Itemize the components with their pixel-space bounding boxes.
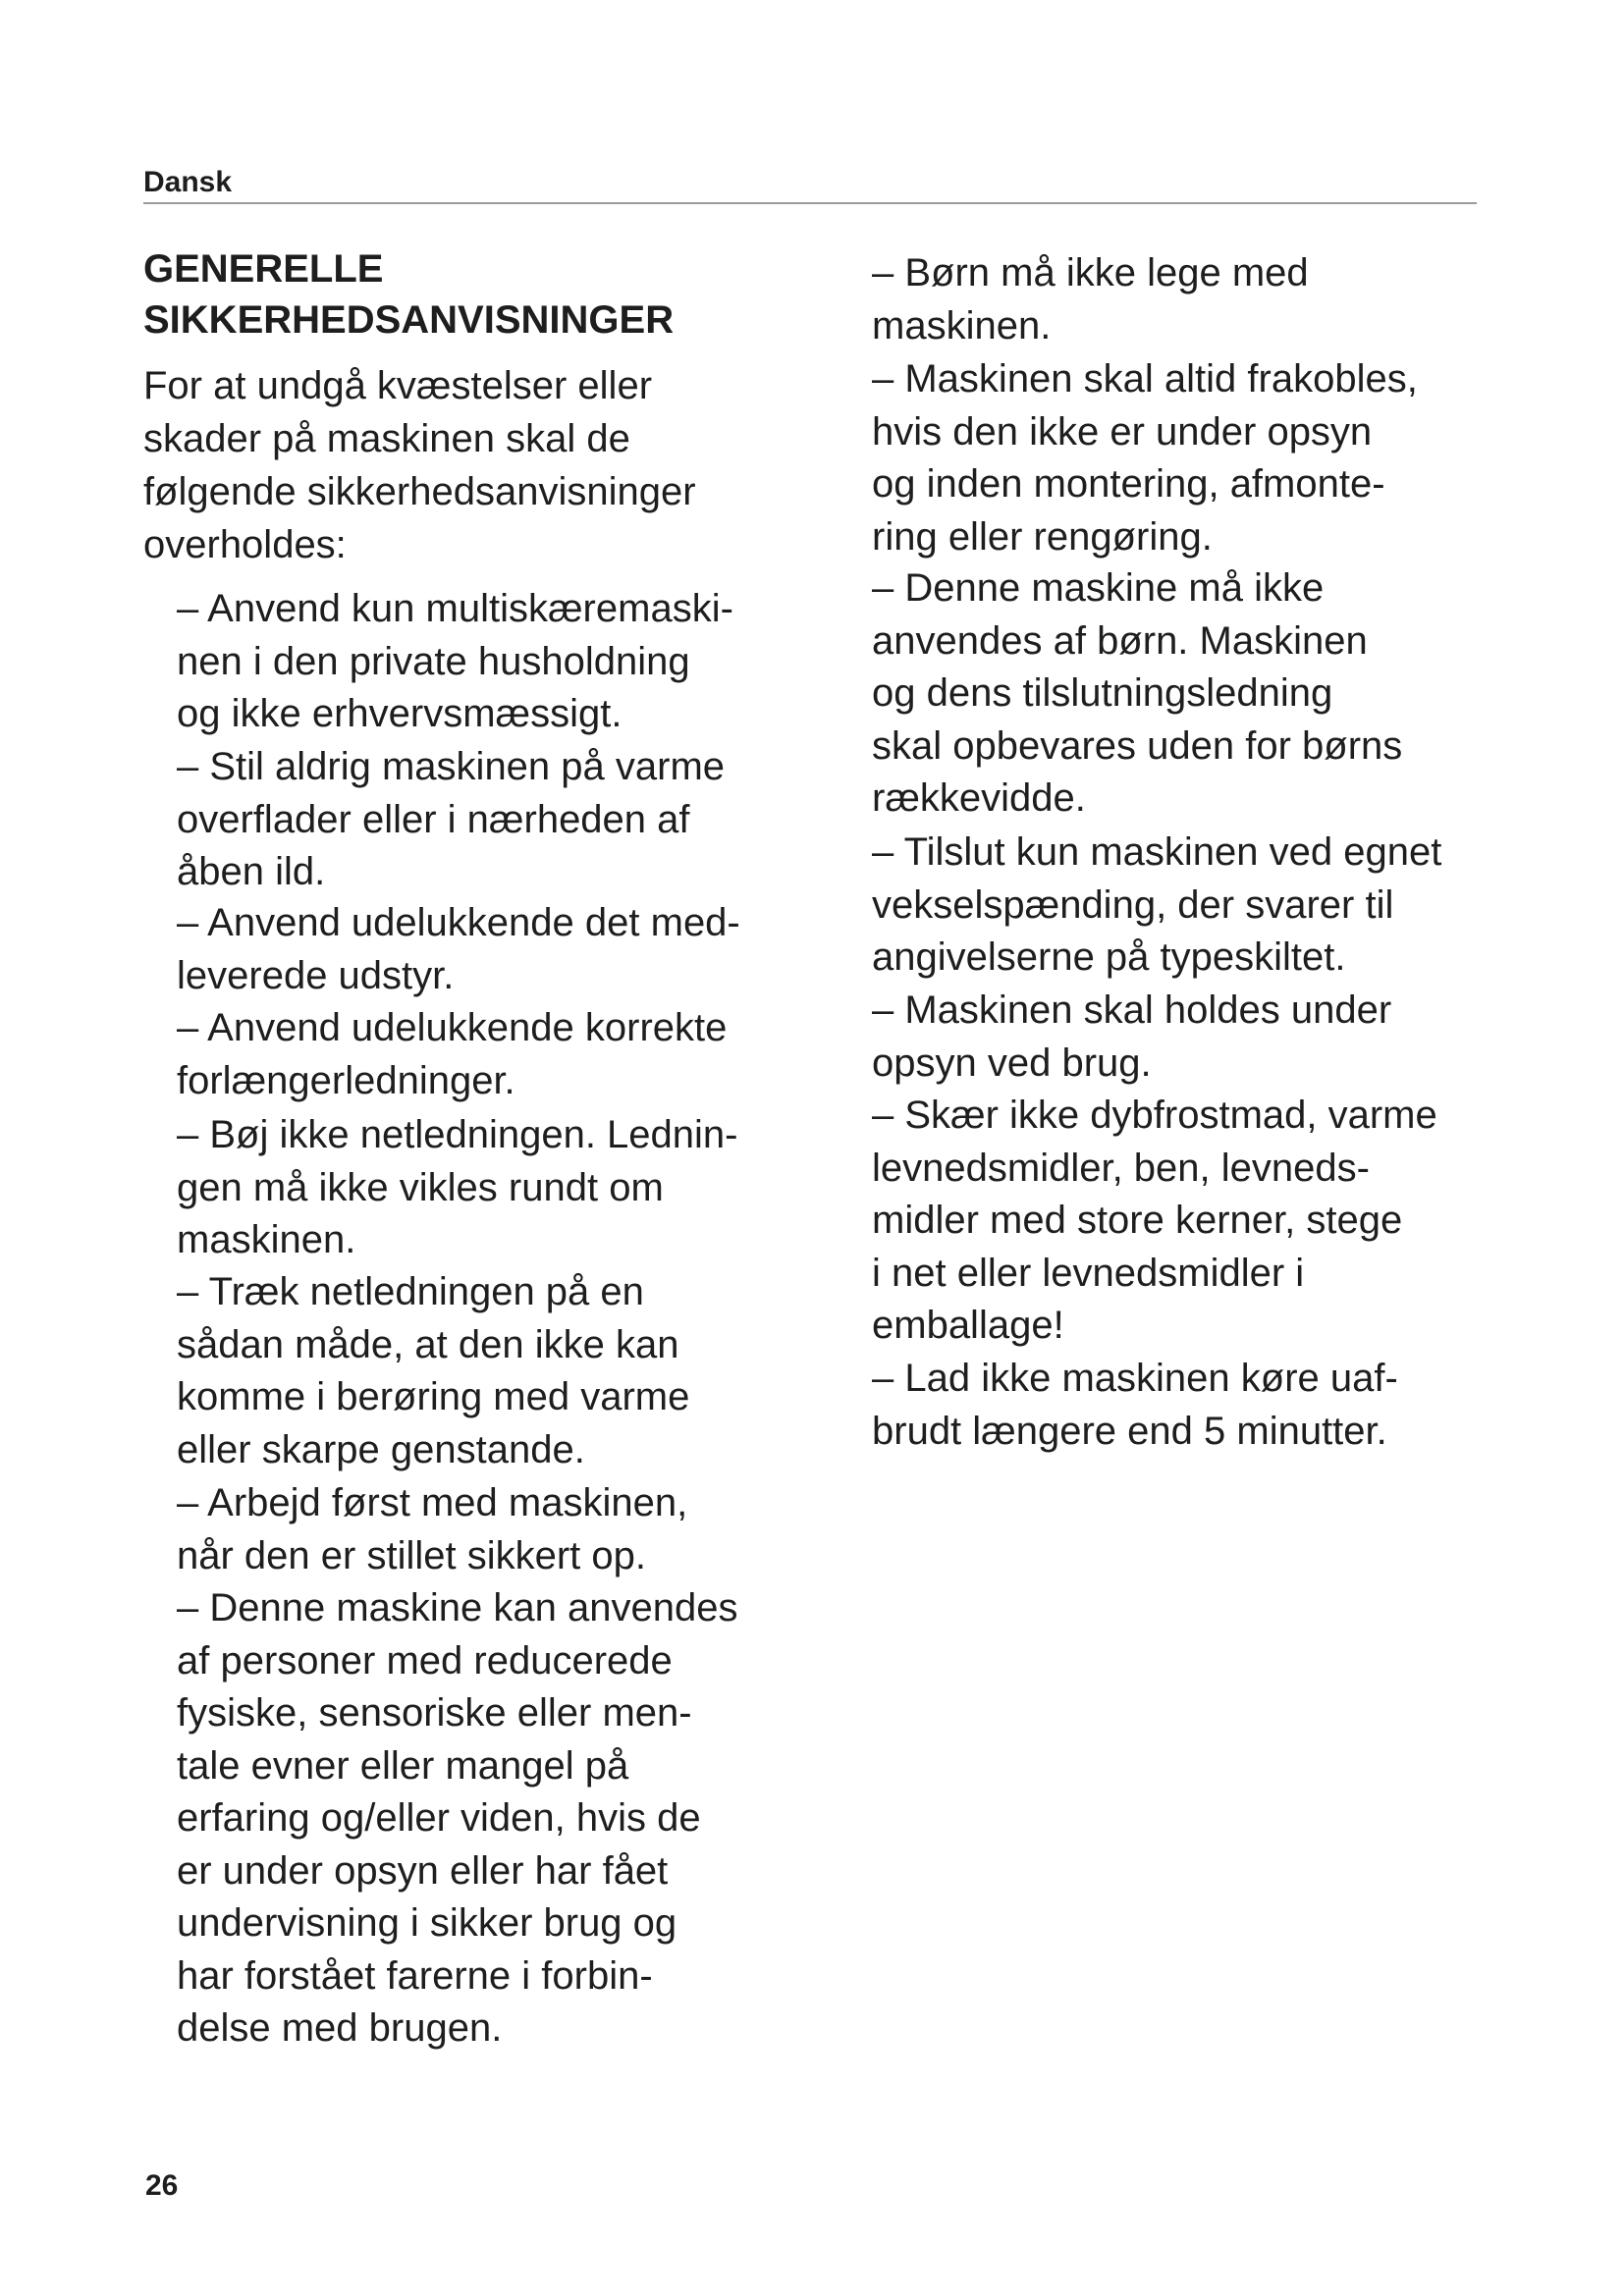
safety-item bbox=[177, 741, 725, 899]
safety-item bbox=[177, 1002, 727, 1107]
title-line: GENERELLE bbox=[143, 247, 384, 291]
item-line: – Arbejd først med maskinen, bbox=[177, 1481, 688, 1524]
intro-line: overholdes: bbox=[143, 523, 347, 566]
item-line: i net eller levnedsmidler i bbox=[872, 1251, 1305, 1295]
item-line: undervisning i sikker brug og bbox=[177, 1901, 677, 1945]
item-line: komme i berøring med varme bbox=[177, 1375, 690, 1418]
item-line: – Maskinen skal altid frakobles, bbox=[872, 357, 1418, 400]
item-line: gen må ikke vikles rundt om bbox=[177, 1165, 664, 1209]
item-line: og inden montering, afmonte- bbox=[872, 462, 1385, 506]
item-line: – Anvend kun multiskæremaski- bbox=[177, 587, 733, 630]
intro-line: følgende sikkerhedsanvisninger bbox=[143, 470, 696, 513]
safety-item bbox=[177, 1477, 687, 1582]
page-number: 26 bbox=[145, 2169, 179, 2202]
item-line: – Anvend udelukkende det med- bbox=[177, 901, 740, 944]
title-line: SIKKERHEDSANVISNINGER bbox=[143, 298, 675, 342]
item-line: – Lad ikke maskinen køre uaf- bbox=[872, 1357, 1398, 1400]
item-line: forlængerledninger. bbox=[177, 1058, 515, 1102]
section-language-label: Dansk bbox=[143, 166, 233, 198]
intro-line: For at undgå kvæstelser eller bbox=[143, 364, 653, 407]
item-line: midler med store kerner, stege bbox=[872, 1199, 1403, 1242]
safety-item bbox=[872, 1353, 1398, 1458]
item-line: sådan måde, at den ikke kan bbox=[177, 1322, 679, 1366]
safety-item bbox=[872, 353, 1418, 563]
item-line: eller skarpe genstande. bbox=[177, 1427, 585, 1471]
item-line: og ikke erhvervsmæssigt. bbox=[177, 692, 623, 735]
item-line: – Denne maskine må ikke bbox=[872, 566, 1325, 610]
item-line: af personer med reducerede bbox=[177, 1638, 673, 1682]
item-line: skal opbevares uden for børns bbox=[872, 723, 1403, 768]
item-line: anvendes af børn. Maskinen bbox=[872, 618, 1368, 663]
intro-line: skader på maskinen skal de bbox=[143, 417, 630, 460]
safety-item bbox=[872, 827, 1441, 985]
safety-item bbox=[872, 562, 1402, 826]
intro-paragraph bbox=[143, 359, 696, 571]
item-line: opsyn ved brug. bbox=[872, 1041, 1152, 1085]
item-line: delse med brugen. bbox=[177, 2006, 503, 2050]
item-line: er under opsyn eller har fået bbox=[177, 1848, 669, 1893]
item-line: erfaring og/eller viden, hvis de bbox=[177, 1796, 701, 1840]
item-line: og dens tilslutningsledning bbox=[872, 671, 1333, 715]
item-line: maskinen. bbox=[177, 1218, 356, 1261]
page-title bbox=[143, 243, 674, 346]
item-line: vekselspænding, der svarer til bbox=[872, 882, 1394, 927]
safety-item bbox=[872, 985, 1391, 1090]
item-line: fysiske, sensoriske eller men- bbox=[177, 1691, 692, 1735]
item-line: – Anvend udelukkende korrekte bbox=[177, 1006, 728, 1049]
item-line: leverede udstyr. bbox=[177, 953, 455, 997]
safety-item bbox=[872, 247, 1309, 352]
item-line: overflader eller i nærheden af bbox=[177, 797, 690, 841]
item-line: maskinen. bbox=[872, 303, 1052, 347]
safety-item bbox=[177, 583, 733, 741]
item-line: – Denne maskine kan anvendes bbox=[177, 1586, 738, 1629]
item-line: åben ild. bbox=[177, 850, 326, 893]
item-line: tale evner eller mangel på bbox=[177, 1743, 629, 1788]
item-line: når den er stillet sikkert op. bbox=[177, 1533, 646, 1577]
item-line: – Træk netledningen på en bbox=[177, 1270, 644, 1313]
safety-item bbox=[177, 1582, 737, 2056]
item-line: – Børn må ikke lege med bbox=[872, 251, 1309, 294]
header-divider bbox=[143, 202, 1477, 204]
safety-item bbox=[872, 1090, 1437, 1353]
item-line: angivelserne på typeskiltet. bbox=[872, 935, 1346, 979]
item-line: nen i den private husholdning bbox=[177, 639, 690, 683]
item-line: – Maskinen skal holdes under bbox=[872, 988, 1392, 1032]
item-line: har forstået farerne i forbin- bbox=[177, 1953, 653, 1998]
item-line: brudt længere end 5 minutter. bbox=[872, 1409, 1387, 1453]
safety-item bbox=[177, 897, 740, 1002]
item-line: – Skær ikke dybfrostmad, varme bbox=[872, 1094, 1437, 1137]
item-line: hvis den ikke er under opsyn bbox=[872, 409, 1373, 454]
safety-item bbox=[177, 1109, 737, 1267]
safety-item bbox=[177, 1266, 689, 1476]
item-line: emballage! bbox=[872, 1304, 1064, 1347]
item-line: levnedsmidler, ben, levneds- bbox=[872, 1146, 1370, 1190]
item-line: – Stil aldrig maskinen på varme bbox=[177, 745, 726, 788]
item-line: rækkevidde. bbox=[872, 776, 1086, 820]
item-line: – Bøj ikke netledningen. Lednin- bbox=[177, 1113, 738, 1156]
item-line: ring eller rengøring. bbox=[872, 514, 1213, 559]
item-line: – Tilslut kun maskinen ved egnet bbox=[872, 830, 1442, 874]
